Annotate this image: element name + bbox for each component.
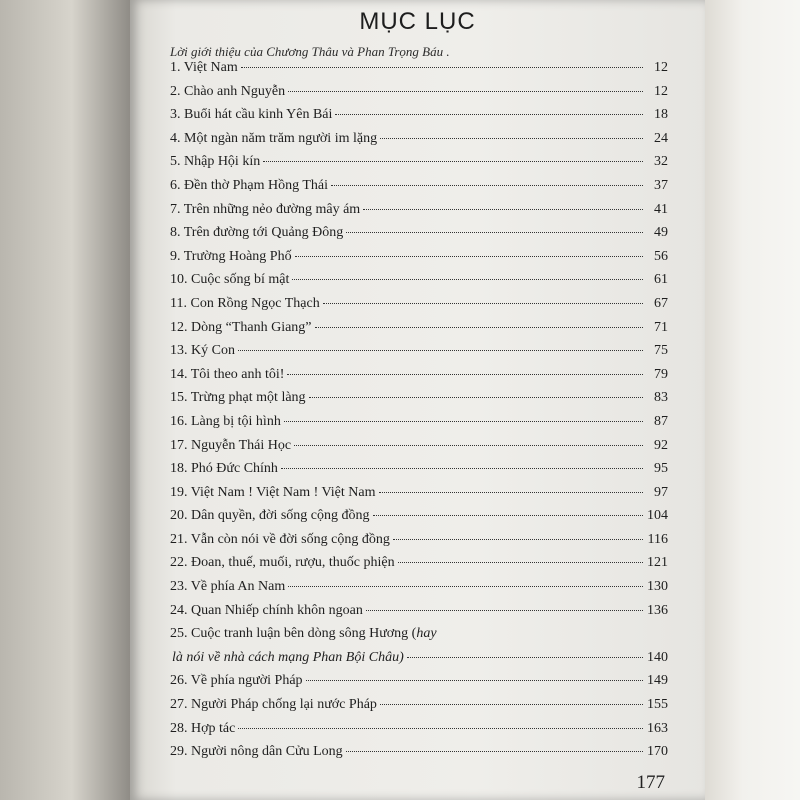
toc-entry	[170, 178, 668, 202]
toc-entry-title: 27. Người Pháp chống lại nước Pháp	[170, 697, 377, 713]
leader-dots	[292, 279, 643, 280]
toc-entry-page: 163	[647, 720, 668, 736]
toc-entry-title: 4. Một ngàn năm trăm người im lặng	[170, 130, 378, 146]
leader-dots	[294, 445, 643, 446]
toc-entry-page: 24	[654, 130, 668, 146]
toc-entry	[170, 60, 668, 84]
leader-dots	[379, 492, 644, 493]
leader-dots	[346, 751, 643, 752]
leader-dots	[306, 680, 643, 681]
toc-entry	[170, 202, 668, 226]
toc-entry-page: 12	[654, 60, 668, 75]
leader-dots	[363, 209, 643, 210]
toc-entry-page: 95	[654, 461, 668, 477]
leader-dots	[288, 91, 643, 92]
toc-entry	[170, 485, 668, 509]
facing-page	[0, 0, 130, 800]
leader-dots	[288, 586, 643, 587]
toc-entry-title: 10. Cuộc sống bí mật	[170, 272, 290, 288]
toc-entry-page: 97	[654, 484, 668, 500]
toc-entry	[170, 343, 668, 367]
toc-entry-page: 87	[654, 413, 668, 429]
toc-entry	[170, 154, 668, 178]
leader-dots	[331, 185, 643, 186]
toc-entry	[170, 579, 668, 603]
toc-entry-page: 41	[654, 201, 668, 217]
leader-dots	[238, 350, 643, 351]
toc-entry-page: 121	[647, 555, 668, 571]
leader-dots	[335, 114, 643, 115]
toc-entry-title: 5. Nhập Hội kín	[170, 154, 261, 170]
leader-dots	[238, 728, 643, 729]
toc-entry	[170, 461, 668, 485]
toc-entry-title: 6. Đền thờ Phạm Hồng Thái	[170, 177, 329, 193]
toc-entry-title: 7. Trên những nẻo đường mây ám	[170, 201, 361, 217]
toc-entry-title: 14. Tôi theo anh tôi!	[170, 366, 285, 382]
toc-entry-title: 12. Dòng “Thanh Giang”	[170, 319, 312, 335]
toc-entry-title: 29. Người nông dân Cửu Long	[170, 744, 343, 760]
toc-entry-page: 155	[647, 697, 668, 713]
toc-entry-title: 9. Trường Hoàng Phố	[170, 248, 292, 264]
leader-dots	[346, 232, 643, 233]
toc-entry	[170, 603, 668, 627]
toc-entry	[170, 532, 668, 556]
toc-entry-title: 1. Việt Nam	[170, 60, 238, 75]
page-title: MỤC LỤC	[359, 8, 476, 35]
toc-entry	[170, 272, 668, 296]
toc-entry	[170, 508, 668, 532]
toc-entry-page: 149	[647, 673, 668, 689]
toc-entry-title: 24. Quan Nhiếp chính khôn ngoan	[170, 602, 363, 618]
toc-entry	[170, 438, 668, 462]
toc-entry	[170, 697, 668, 721]
toc-entry-title: 11. Con Rồng Ngọc Thạch	[170, 295, 320, 311]
leader-dots	[281, 468, 643, 469]
toc-entry-title: 13. Ký Con	[170, 343, 235, 359]
toc-entry-title: 8. Trên đường tới Quảng Đông	[170, 225, 344, 241]
toc-entry-title: 3. Buổi hát cầu kinh Yên Bái	[170, 107, 333, 123]
toc-list	[170, 60, 668, 768]
toc-entry	[170, 249, 668, 273]
toc-entry	[170, 744, 668, 768]
toc-entry	[170, 721, 668, 745]
toc-entry	[170, 626, 668, 650]
toc-entry	[170, 84, 668, 108]
toc-entry-title: 20. Dân quyền, đời sống cộng đồng	[170, 508, 370, 524]
toc-entry-page: 71	[654, 319, 668, 335]
toc-entry-title: 16. Làng bị tội hình	[170, 413, 281, 429]
leader-dots	[393, 539, 643, 540]
toc-entry-page: 79	[654, 366, 668, 382]
toc-entry	[170, 296, 668, 320]
toc-entry	[170, 107, 668, 131]
toc-entry-page: 170	[647, 744, 668, 760]
toc-page	[130, 0, 705, 800]
toc-entry-title: 21. Vẫn còn nói về đời sống cộng đồng	[170, 531, 390, 547]
toc-entry	[170, 673, 668, 697]
toc-entry-page: 75	[654, 343, 668, 359]
leader-dots	[287, 374, 643, 375]
toc-entry-title: 26. Về phía người Pháp	[170, 673, 303, 689]
toc-entry-page: 116	[647, 531, 668, 547]
toc-entry-page: 18	[654, 107, 668, 123]
leader-dots	[407, 657, 643, 658]
toc-entry	[170, 555, 668, 579]
leader-dots	[366, 610, 643, 611]
toc-entry-page: 32	[654, 154, 668, 170]
toc-entry-page: 83	[654, 390, 668, 406]
toc-entry-page: 140	[647, 649, 668, 665]
leader-dots	[309, 397, 643, 398]
leader-dots	[241, 67, 643, 68]
toc-entry-page: 61	[654, 272, 668, 288]
toc-entry	[170, 390, 668, 414]
leader-dots	[380, 704, 643, 705]
toc-entry	[170, 650, 668, 674]
toc-entry	[170, 131, 668, 155]
leader-dots	[398, 562, 643, 563]
toc-entry-title-italic: hay	[416, 626, 437, 642]
toc-entry	[170, 225, 668, 249]
toc-entry-page: 130	[647, 579, 668, 595]
toc-entry-title: là nói về nhà cách mạng Phan Bội Châu)	[172, 649, 404, 665]
leader-dots	[373, 515, 644, 516]
toc-entry-title: 19. Việt Nam ! Việt Nam ! Việt Nam	[170, 484, 376, 500]
toc-entry-page: 136	[647, 602, 668, 618]
toc-entry-title: 23. Về phía An Nam	[170, 579, 286, 595]
toc-entry-title: 28. Hợp tác	[170, 720, 236, 736]
toc-entry-title: 25. Cuộc tranh luận bên dòng sông Hương (	[170, 626, 417, 642]
page-margin	[705, 0, 800, 800]
toc-entry-title: 22. Đoan, thuế, muối, rượu, thuốc phiện	[170, 555, 395, 571]
toc-entry-page: 12	[654, 83, 668, 99]
leader-dots	[315, 327, 643, 328]
toc-entry-title: 2. Chào anh Nguyễn	[170, 83, 286, 99]
leader-dots	[284, 421, 643, 422]
leader-dots	[295, 256, 643, 257]
toc-entry-page: 104	[647, 508, 668, 524]
toc-entry	[170, 367, 668, 391]
toc-entry-title: 18. Phó Đức Chính	[170, 461, 278, 477]
toc-entry	[170, 320, 668, 344]
leader-dots	[323, 303, 643, 304]
page-number: 177	[636, 772, 665, 793]
intro-line: Lời giới thiệu của Chương Thâu và Phan Trọng Báu .	[170, 44, 450, 59]
toc-entry-title: 17. Nguyễn Thái Học	[170, 437, 292, 453]
toc-entry-page: 37	[654, 177, 668, 193]
toc-entry	[170, 414, 668, 438]
leader-dots	[380, 138, 643, 139]
toc-entry-title: 15. Trừng phạt một làng	[170, 390, 306, 406]
leader-dots	[263, 161, 643, 162]
toc-entry-page: 67	[654, 295, 668, 311]
toc-entry-page: 56	[654, 248, 668, 264]
toc-entry-page: 92	[654, 437, 668, 453]
toc-entry-page: 49	[654, 225, 668, 241]
